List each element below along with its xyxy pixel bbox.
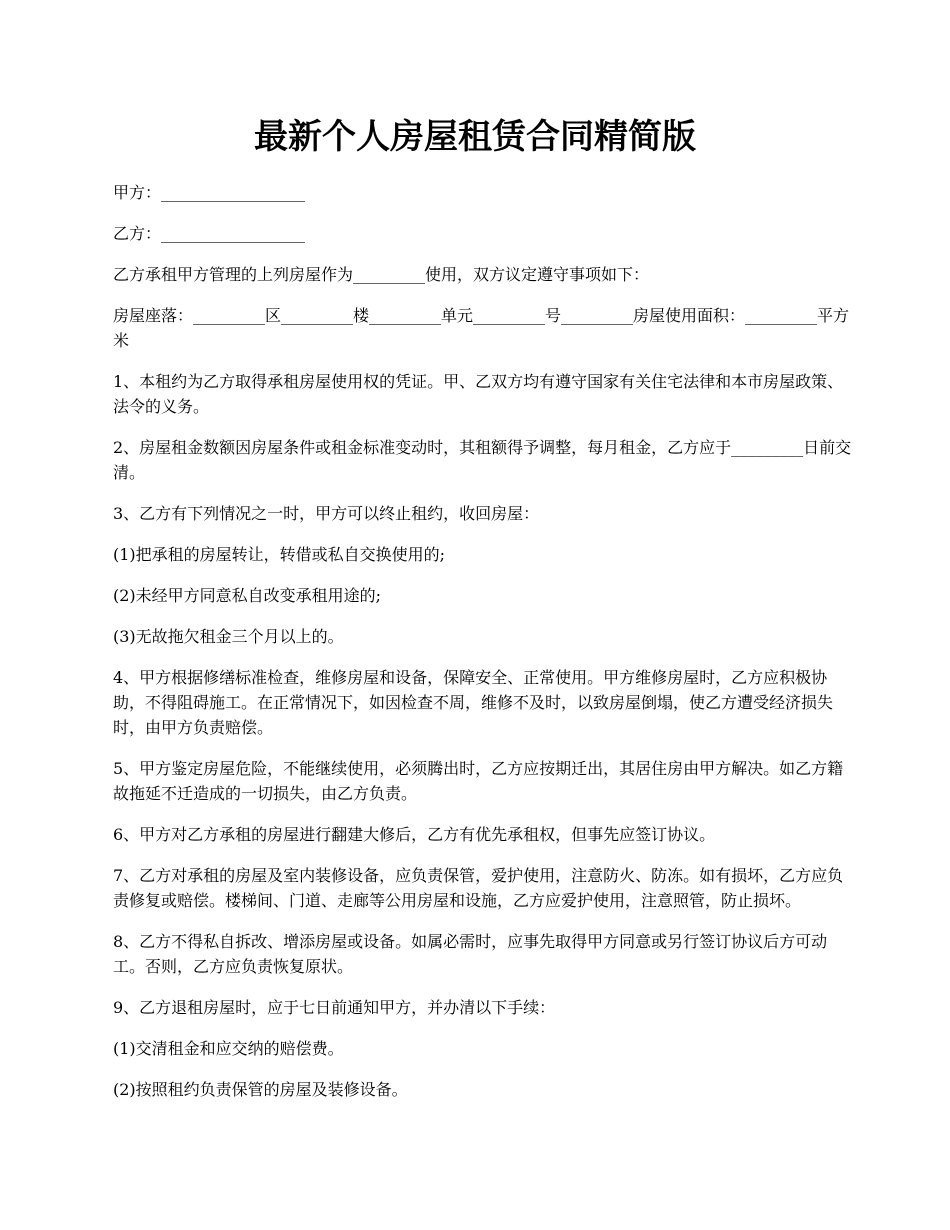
clause-3: 3、乙方有下列情况之一时，甲方可以终止租约，收回房屋： [113,504,540,523]
clause-9: 9、乙方退租房屋时，应于七日前通知甲方，并办清以下手续： [113,998,556,1017]
party-b-line: 乙方：__________________ [113,224,306,243]
clause-1: 1、本租约为乙方取得承租房屋使用权的凭证。甲、乙双方均有遵守国家有关住宅法律和本市房屋政策、法令的义务。 [113,372,844,416]
clause-8: 8、乙方不得私自拆改、增添房屋或设备。如属必需时，应事先取得甲方同意或另行签订协议后方可动工。否则，乙方应负责恢复原状。 [113,932,828,976]
party-a-line: 甲方：__________________ [113,183,306,202]
clause-4: 4、甲方根据修缮标准检查，维修房屋和设备，保障安全、正常使用。甲方维修房屋时，乙方应积极协助，不得阻碍施工。在正常情况下，如因检查不周，维修不及时，以致房屋倒塌，使乙方遭受经济损失时，由甲方负责赔偿。 [113,668,834,737]
clause-7: 7、乙方对承租的房屋及室内装修设备，应负责保管，爱护使用，注意防火、防冻。如有损坏，乙方应负责修复或赔偿。楼梯间、门道、走廊等公用房屋和设施，乙方应爱护使用，注意照管，防止损坏。 [113,866,844,910]
clause-3-item-3: (3)无故拖欠租金三个月以上的。 [113,627,344,646]
intro-paragraph: 乙方承租甲方管理的上列房屋作为_________使用，双方议定遵守事项如下： [113,265,650,284]
clause-6: 6、甲方对乙方承租的房屋进行翻建大修后，乙方有优先承租权，但事先应签订协议。 [113,825,716,844]
document-body [113,180,853,1118]
clause-2: 2、房屋租金数额因房屋条件或租金标准变动时，其租额得予调整，每月租金，乙方应于_________日前交清。 [113,438,852,482]
clause-3-item-2: (2)未经甲方同意私自改变承租用途的; [113,586,382,605]
property-location-paragraph: 房屋座落：_________区_________楼_________单元_________号_________房屋使用面积：_________平方米 [113,306,850,350]
document-title: 最新个人房屋租赁合同精简版 [254,117,696,157]
clause-5: 5、甲方鉴定房屋危险，不能继续使用，必须腾出时，乙方应按期迁出，其居住房由甲方解决。如乙方籍故拖延不迁造成的一切损失，由乙方负责。 [113,759,844,803]
clause-9-item-2: (2)按照租约负责保管的房屋及装修设备。 [113,1080,408,1099]
clause-9-item-1: (1)交清租金和应交纳的赔偿费。 [113,1039,344,1058]
clause-3-item-1: (1)把承租的房屋转让，转借或私自交换使用的; [113,545,446,564]
